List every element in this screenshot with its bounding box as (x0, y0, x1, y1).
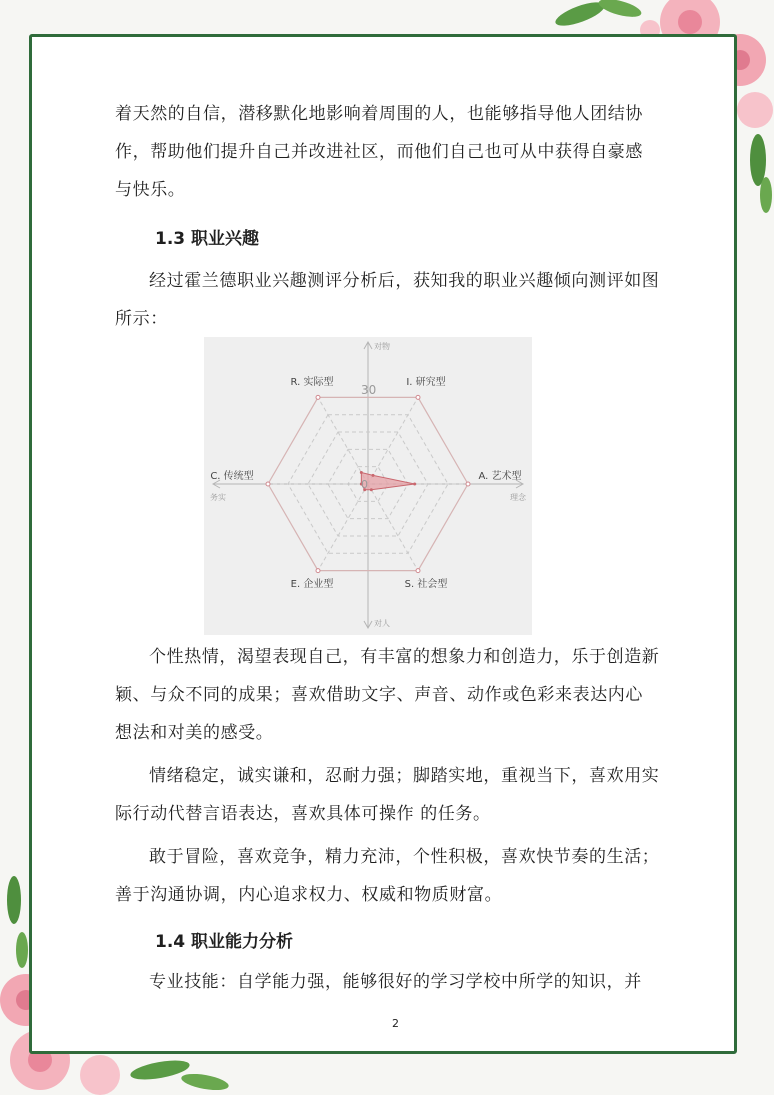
radar-spoke-4 (368, 484, 418, 571)
paragraph-continuation: 着天然的自信，潜移默化地影响着周围的人，也能够指导他人团结协作，帮助他们提升自己并改进社区，而他们自己也可从中获得自豪感与快乐。 (115, 104, 643, 200)
radar-scale-min-label: 0 (361, 478, 368, 491)
radar-axis-label-6: C. 传统型 (210, 471, 254, 482)
radar-spoke-2 (368, 397, 418, 484)
radar-vertex-dot-5 (316, 569, 320, 573)
paragraph-holland-intro: 经过霍兰德职业兴趣测评分析后，获知我的职业兴趣倾向测评如图所示： (115, 271, 660, 329)
paragraph-skills: 专业技能：自学能力强，能够很好的学习学校中所学的知识，并 (149, 972, 642, 992)
radar-data-point-3 (413, 483, 416, 486)
heading-career-ability: 1.4 职业能力分析 (155, 932, 294, 952)
radar-vertex-dot-2 (416, 395, 420, 399)
paragraph-realistic-traits: 情绪稳定，诚实谦和，忍耐力强；脚踏实地，重视当下，喜欢用实际行动代替言语表达，喜欢具体可操作 的任务。 (115, 766, 660, 824)
radar-axis-label-3: A. 艺术型 (478, 471, 522, 482)
radar-vertex-dot-3 (466, 482, 470, 486)
radar-data-point-2 (372, 474, 375, 477)
radar-data-point-1 (360, 471, 363, 474)
radar-pole-label-right: 理念 (510, 493, 526, 502)
radar-pole-label-left: 务实 (210, 493, 226, 502)
radar-pole-label-top: 对物 (374, 342, 390, 351)
radar-vertex-dot-1 (316, 395, 320, 399)
paragraph-enterprising-traits: 敢于冒险，喜欢竞争，精力充沛，个性积极，喜欢快节奏的生活；善于沟通协调，内心追求权力、权威和物质财富。 (115, 847, 660, 905)
radar-data-area (361, 472, 414, 489)
radar-axis-label-4: S. 社会型 (404, 579, 448, 590)
radar-axis-label-5: E. 企业型 (290, 579, 334, 590)
paragraph-artistic-traits: 个性热情，渴望表现自己，有丰富的想象力和创造力，乐于创造新颖、与众不同的成果；喜欢借助文字、声音、动作或色彩来表达内心想法和对美的感受。 (115, 647, 660, 743)
radar-chart-svg (204, 337, 532, 635)
heading-career-interest: 1.3 职业兴趣 (155, 229, 260, 249)
radar-spoke-5 (318, 484, 368, 571)
radar-spoke-1 (318, 397, 368, 484)
radar-vertex-dot-6 (266, 482, 270, 486)
radar-data-point-4 (370, 488, 373, 491)
holland-radar-chart (204, 337, 532, 635)
page-number: 2 (392, 1017, 399, 1030)
radar-axis-label-1: R. 实际型 (290, 377, 334, 388)
radar-vertex-dot-4 (416, 569, 420, 573)
radar-pole-label-bottom: 对人 (374, 619, 390, 628)
radar-axis-label-2: I. 研究型 (406, 377, 446, 388)
radar-scale-max-label: 30 (361, 383, 377, 397)
